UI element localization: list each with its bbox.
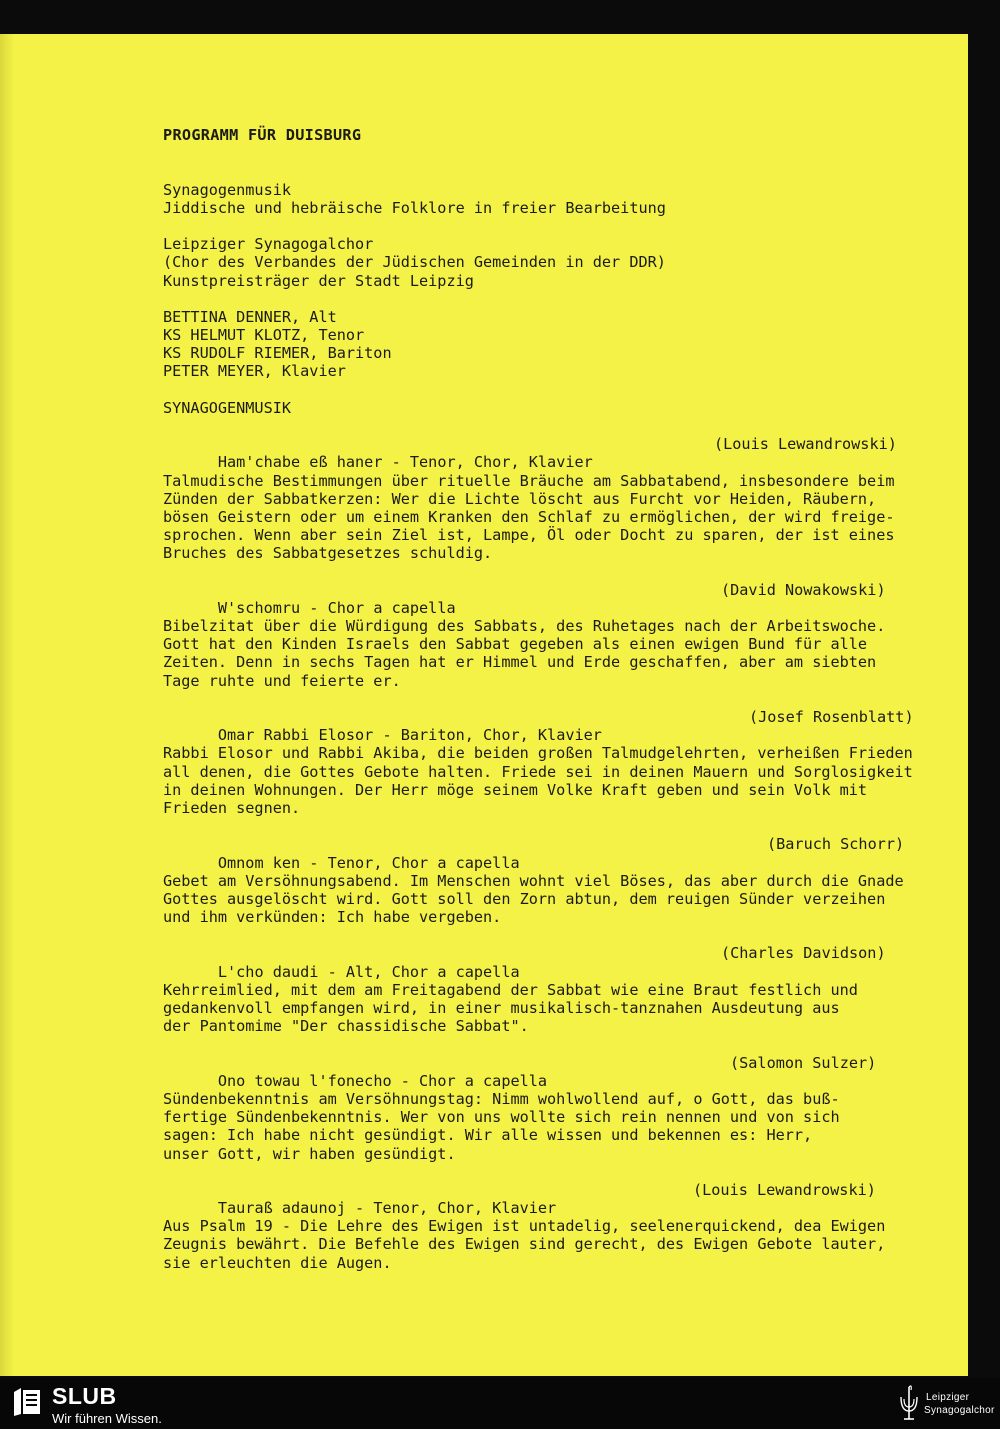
piece-description-line: Rabbi Elosor und Rabbi Akiba, die beiden großen Talmudgelehrten, verheißen Frieden: [163, 744, 913, 763]
piece-heading: [163, 1180, 923, 1218]
piece-heading: [163, 708, 923, 745]
slub-name: SLUB: [52, 1383, 117, 1409]
piece-description-line: bösen Geistern oder um einem Kranken den Schlaf zu ermöglichen, der wird freige-: [163, 507, 895, 526]
piece-description-line: unser Gott, wir haben gesündigt.: [163, 1144, 456, 1163]
piece-composer: (Louis Lewandrowski): [714, 435, 897, 454]
piece-title: Omnom ken - Tenor, Chor a capella: [217, 853, 520, 872]
piece-heading: [163, 1053, 923, 1090]
slub-tagline: Wir führen Wissen.: [52, 1411, 162, 1426]
choir-line: Kunstpreisträger der Stadt Leipzig: [163, 271, 474, 290]
performer-line: KS HELMUT KLOTZ, Tenor: [163, 326, 365, 345]
piece-heading: [163, 580, 923, 617]
performer-line: KS RUDOLF RIEMER, Bariton: [163, 344, 392, 363]
piece-description-line: gedankenvoll empfangen wird, in einer musikalisch-tanznahen Ausdeutung aus: [163, 999, 840, 1018]
piece-description-line: Aus Psalm 19 - Die Lehre des Ewigen ist untadelig, seelenerquickend, dea Ewigen: [163, 1217, 886, 1236]
piece-heading: [163, 435, 923, 472]
section-heading: SYNAGOGENMUSIK: [163, 398, 292, 417]
slub-logo-icon: [12, 1386, 42, 1418]
piece-title: Omar Rabbi Elosor - Bariton, Chor, Klavier: [217, 726, 602, 745]
piece-description-line: und ihm verkünden: Ich habe vergeben.: [163, 908, 502, 927]
program-title: PROGRAMM FÜR DUISBURG: [163, 126, 362, 144]
piece-title: L'cho daudi - Alt, Chor a capella: [217, 962, 520, 981]
choir-line: (Chor des Verbandes der Jüdischen Gemeinden in der DDR): [163, 253, 666, 272]
intro-line: Jiddische und hebräische Folklore in freier Bearbeitung: [163, 198, 666, 217]
performer-line: PETER MEYER, Klavier: [163, 362, 346, 381]
piece-description-line: Kehrreimlied, mit dem am Freitagabend der Sabbat wie eine Braut festlich und: [163, 980, 858, 999]
piece-title: Ham'chabe eß haner - Tenor, Chor, Klavier: [217, 453, 593, 472]
choir-line: Leipziger Synagogalchor: [163, 235, 374, 254]
piece-description-line: all denen, die Gottes Gebote halten. Friede sei in deinen Mauern und Sorglosigkeit: [163, 762, 913, 781]
intro-line: Synagogenmusik: [163, 180, 292, 199]
piece-description-line: sagen: Ich habe nicht gesündigt. Wir alle wissen und bekennen es: Herr,: [163, 1126, 813, 1145]
piece-composer: (Salomon Sulzer): [730, 1053, 877, 1072]
piece-description-line: Bibelzitat über die Würdigung des Sabbats, des Ruhetages nach der Arbeitswoche.: [163, 617, 886, 636]
piece-heading: [163, 835, 923, 872]
piece-description-line: der Pantomime "Der chassidische Sabbat".: [163, 1017, 529, 1036]
piece-description-line: sie erleuchten die Augen.: [163, 1253, 392, 1272]
partner-name-line2: Synagogalchor: [924, 1405, 995, 1416]
piece-description-line: Tage ruhte und feierte er.: [163, 671, 401, 690]
piece-description-line: sprochen. Wenn aber sein Ziel ist, Lampe, Öl oder Docht zu sparen, der ist eines: [163, 526, 895, 545]
piece-description-line: Gebet am Versöhnungsabend. Im Menschen wohnt viel Böses, das aber durch die Gnade: [163, 871, 904, 890]
program-text: [163, 126, 923, 1272]
piece-description-line: Talmudische Bestimmungen über rituelle Bräuche am Sabbatabend, insbesondere beim: [163, 471, 895, 490]
piece-title: Tauraß adaunoj - Tenor, Chor, Klavier: [217, 1199, 557, 1218]
piece-description-line: Zeiten. Denn in sechs Tagen hat er Himmel und Erde geschaffen, aber am siebten: [163, 653, 877, 672]
piece-composer: (David Nowakowski): [721, 580, 886, 599]
piece-description-line: in deinen Wohnungen. Der Herr möge seinem Volke Kraft geben und sein Volk mit: [163, 780, 868, 799]
piece-description-line: Bruches des Sabbatgesetzes schuldig.: [163, 544, 493, 563]
piece-heading: [163, 944, 923, 981]
piece-description-line: Gottes ausgelöscht wird. Gott soll den Zorn abtun, dem reuigen Sünder verzeihen: [163, 889, 886, 908]
piece-composer: (Baruch Schorr): [767, 835, 905, 854]
footer-bar: [0, 1378, 1000, 1429]
piece-composer: (Louis Lewandrowski): [693, 1180, 876, 1199]
piece-description-line: Gott hat den Kinden Israels den Sabbat gegeben als einen ewigen Bund für alle: [163, 635, 868, 654]
piece-description-line: Frieden segnen.: [163, 798, 301, 817]
performer-line: BETTINA DENNER, Alt: [163, 307, 337, 326]
piece-description-line: Sündenbekenntnis am Versöhnungstag: Nimm wohlwollend auf, o Gott, das buß-: [163, 1089, 840, 1108]
piece-description-line: Zeugnis bewährt. Die Befehle des Ewigen sind gerecht, des Ewigen Gebote lauter,: [163, 1235, 886, 1254]
piece-title: Ono towau l'fonecho - Chor a capella: [217, 1071, 548, 1090]
piece-composer: (Charles Davidson): [721, 944, 886, 963]
piece-title: W'schomru - Chor a capella: [217, 598, 456, 617]
piece-composer: (Josef Rosenblatt): [749, 708, 914, 727]
menorah-icon: [897, 1383, 921, 1425]
piece-description-line: fertige Sündenbekenntnis. Wer von uns wollte sich rein nennen und von sich: [163, 1108, 840, 1127]
partner-name-line1: Leipziger: [926, 1392, 970, 1403]
document-page: [0, 34, 968, 1376]
piece-description-line: Zünden der Sabbatkerzen: Wer die Lichte löscht aus Furcht vor Heiden, Räubern,: [163, 489, 877, 508]
